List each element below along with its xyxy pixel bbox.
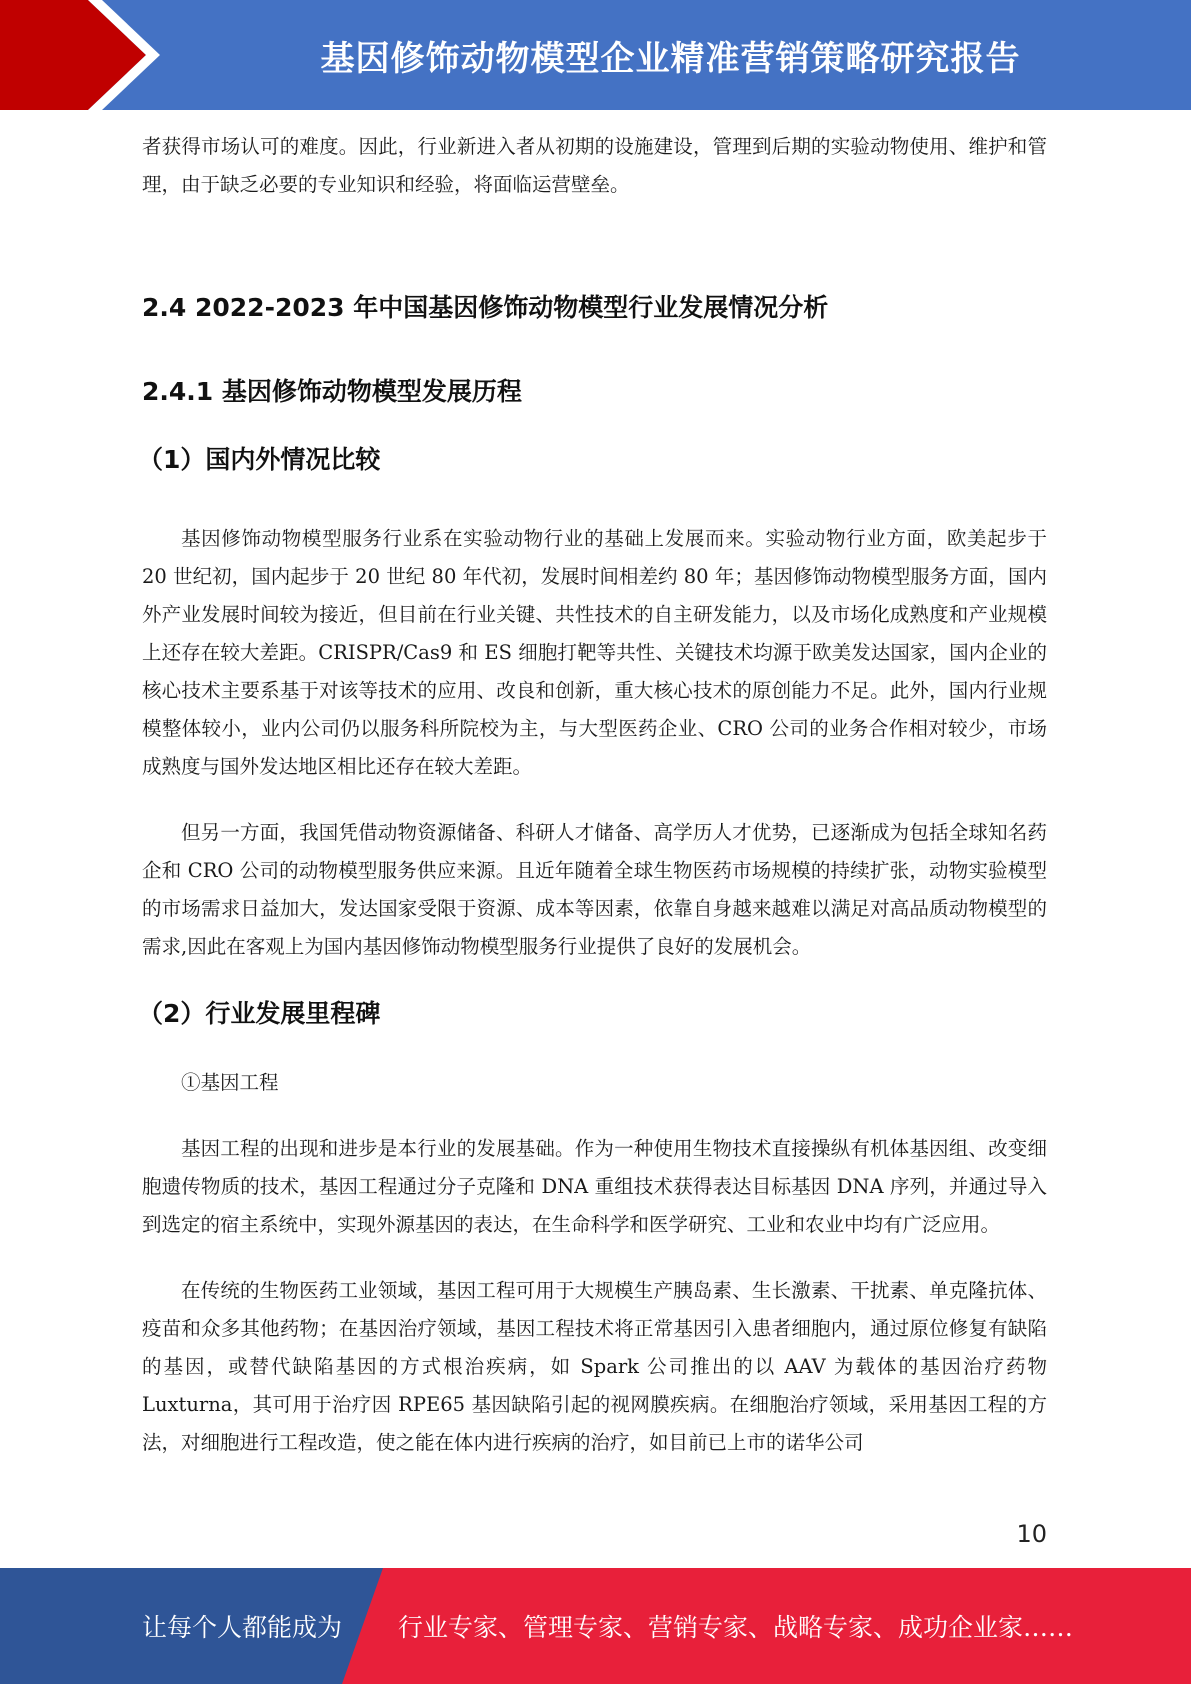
- footer-slogan-left: 让每个人都能成为: [142, 1613, 343, 1642]
- page-content: [138, 128, 1047, 1462]
- page-footer: [0, 1568, 1191, 1684]
- part-heading-milestones: （2）行业发展里程碑: [138, 999, 381, 1028]
- page-number: 10: [1016, 1520, 1047, 1548]
- header-title: 基因修饰动物模型企业精准营销策略研究报告: [320, 38, 1021, 79]
- page-header: [0, 0, 1191, 110]
- paragraph-genetic-engineering: 基因工程的出现和进步是本行业的发展基础。作为一种使用生物技术直接操纵有机体基因组、改变细胞遗传物质的技术，基因工程通过分子克隆和 DNA 重组技术获得表达目标基因 DNA 序列，并通过导入到选定的宿主系统中，实现外源基因的表达，在生命科学和医学研究、工业和农业中均有广泛应用。: [142, 1137, 1047, 1236]
- subsection-heading: 2.4.1 基因修饰动物模型发展历程: [142, 377, 522, 406]
- paragraph-intro: 者获得市场认可的难度。因此，行业新进入者从初期的设施建设，管理到后期的实验动物使用、维护和管理，由于缺乏必要的专业知识和经验，将面临运营壁垒。: [142, 135, 1047, 196]
- paragraph-opportunity: 但另一方面，我国凭借动物资源储备、科研人才储备、高学历人才优势，已逐渐成为包括全球知名药企和 CRO 公司的动物模型服务供应来源。且近年随着全球生物医药市场规模的持续扩张，动物实验模型的市场需求日益加大，发达国家受限于资源、成本等因素，依靠自身越来越难以满足对高品质动物模型的需求,因此在客观上为国内基因修饰动物模型服务行业提供了良好的发展机会。: [142, 821, 1047, 958]
- section-heading: 2.4 2022-2023 年中国基因修饰动物模型行业发展情况分析: [142, 293, 829, 322]
- part-heading-domestic-foreign: （1）国内外情况比较: [138, 445, 381, 474]
- paragraph-applications: 在传统的生物医药工业领域，基因工程可用于大规模生产胰岛素、生长激素、干扰素、单克隆抗体、疫苗和众多其他药物；在基因治疗领域，基因工程技术将正常基因引入患者细胞内，通过原位修复有缺陷的基因，或替代缺陷基因的方式根治疾病，如 Spark 公司推出的以 AAV 为载体的基因治疗药物 Luxturna，其可用于治疗因 RPE65 基因缺陷引起的视网膜疾病。在细胞治疗领域，采用基因工程的方法，对细胞进行工程改造，使之能在体内进行疾病的治疗，如目前已上市的诺华公司: [142, 1279, 1047, 1454]
- paragraph-comparison: 基因修饰动物模型服务行业系在实验动物行业的基础上发展而来。实验动物行业方面，欧美起步于 20 世纪初，国内起步于 20 世纪 80 年代初，发展时间相差约 80 年；基因修饰动物模型服务方面，国内外产业发展时间较为接近，但目前在行业关键、共性技术的自主研发能力，以及市场化成熟度和产业规模上还存在较大差距。CRISPR/Cas9 和 ES 细胞打靶等共性、关键技术均源于欧美发达国家，国内企业的核心技术主要系基于对该等技术的应用、改良和创新，重大核心技术的原创能力不足。此外，国内行业规模整体较小，业内公司仍以服务科所院校为主，与大型医药企业、CRO 公司的业务合作相对较少，市场成熟度与国外发达地区相比还存在较大差距。: [142, 527, 1047, 778]
- list-item-genetic-engineering: ①基因工程: [181, 1071, 279, 1094]
- footer-slogan-right: 行业专家、管理专家、营销专家、战略专家、成功企业家……: [398, 1613, 1074, 1642]
